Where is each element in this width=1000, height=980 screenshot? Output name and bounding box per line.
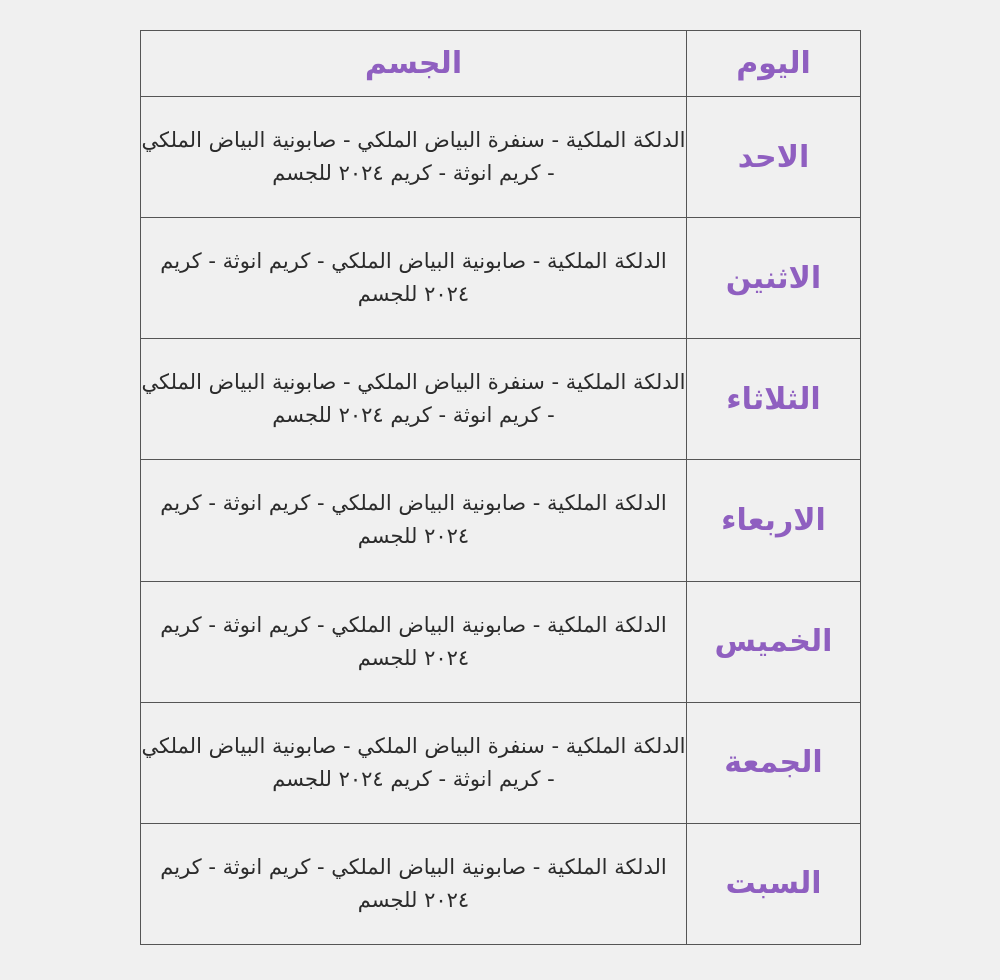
body-routine-cell: الدلكة الملكية - سنفرة البياض الملكي - صابونية البياض الملكي - كريم انوثة - كريم ٢٠٢٤ للجسم [141,339,687,460]
header-day: اليوم [687,31,861,97]
body-routine-cell: الدلكة الملكية - صابونية البياض الملكي - كريم انوثة - كريم ٢٠٢٤ للجسم [141,460,687,581]
day-cell: الثلاثاء [687,339,861,460]
body-routine-cell: الدلكة الملكية - صابونية البياض الملكي - كريم انوثة - كريم ٢٠٢٤ للجسم [141,218,687,339]
day-cell: الاحد [687,97,861,218]
table-header-row [141,31,861,97]
table-row [141,218,861,339]
day-cell: الخميس [687,581,861,702]
header-body: الجسم [141,31,687,97]
table-row [141,823,861,944]
table-row [141,97,861,218]
day-cell: الجمعة [687,702,861,823]
body-routine-cell: الدلكة الملكية - سنفرة البياض الملكي - صابونية البياض الملكي - كريم انوثة - كريم ٢٠٢٤ للجسم [141,97,687,218]
weekly-body-care-table [140,30,861,945]
body-routine-cell: الدلكة الملكية - سنفرة البياض الملكي - صابونية البياض الملكي - كريم انوثة - كريم ٢٠٢٤ للجسم [141,702,687,823]
table-row [141,460,861,581]
day-cell: السبت [687,823,861,944]
table-row [141,581,861,702]
body-routine-cell: الدلكة الملكية - صابونية البياض الملكي - كريم انوثة - كريم ٢٠٢٤ للجسم [141,823,687,944]
day-cell: الاربعاء [687,460,861,581]
body-routine-cell: الدلكة الملكية - صابونية البياض الملكي - كريم انوثة - كريم ٢٠٢٤ للجسم [141,581,687,702]
day-cell: الاثنين [687,218,861,339]
table-row [141,702,861,823]
table-row [141,339,861,460]
